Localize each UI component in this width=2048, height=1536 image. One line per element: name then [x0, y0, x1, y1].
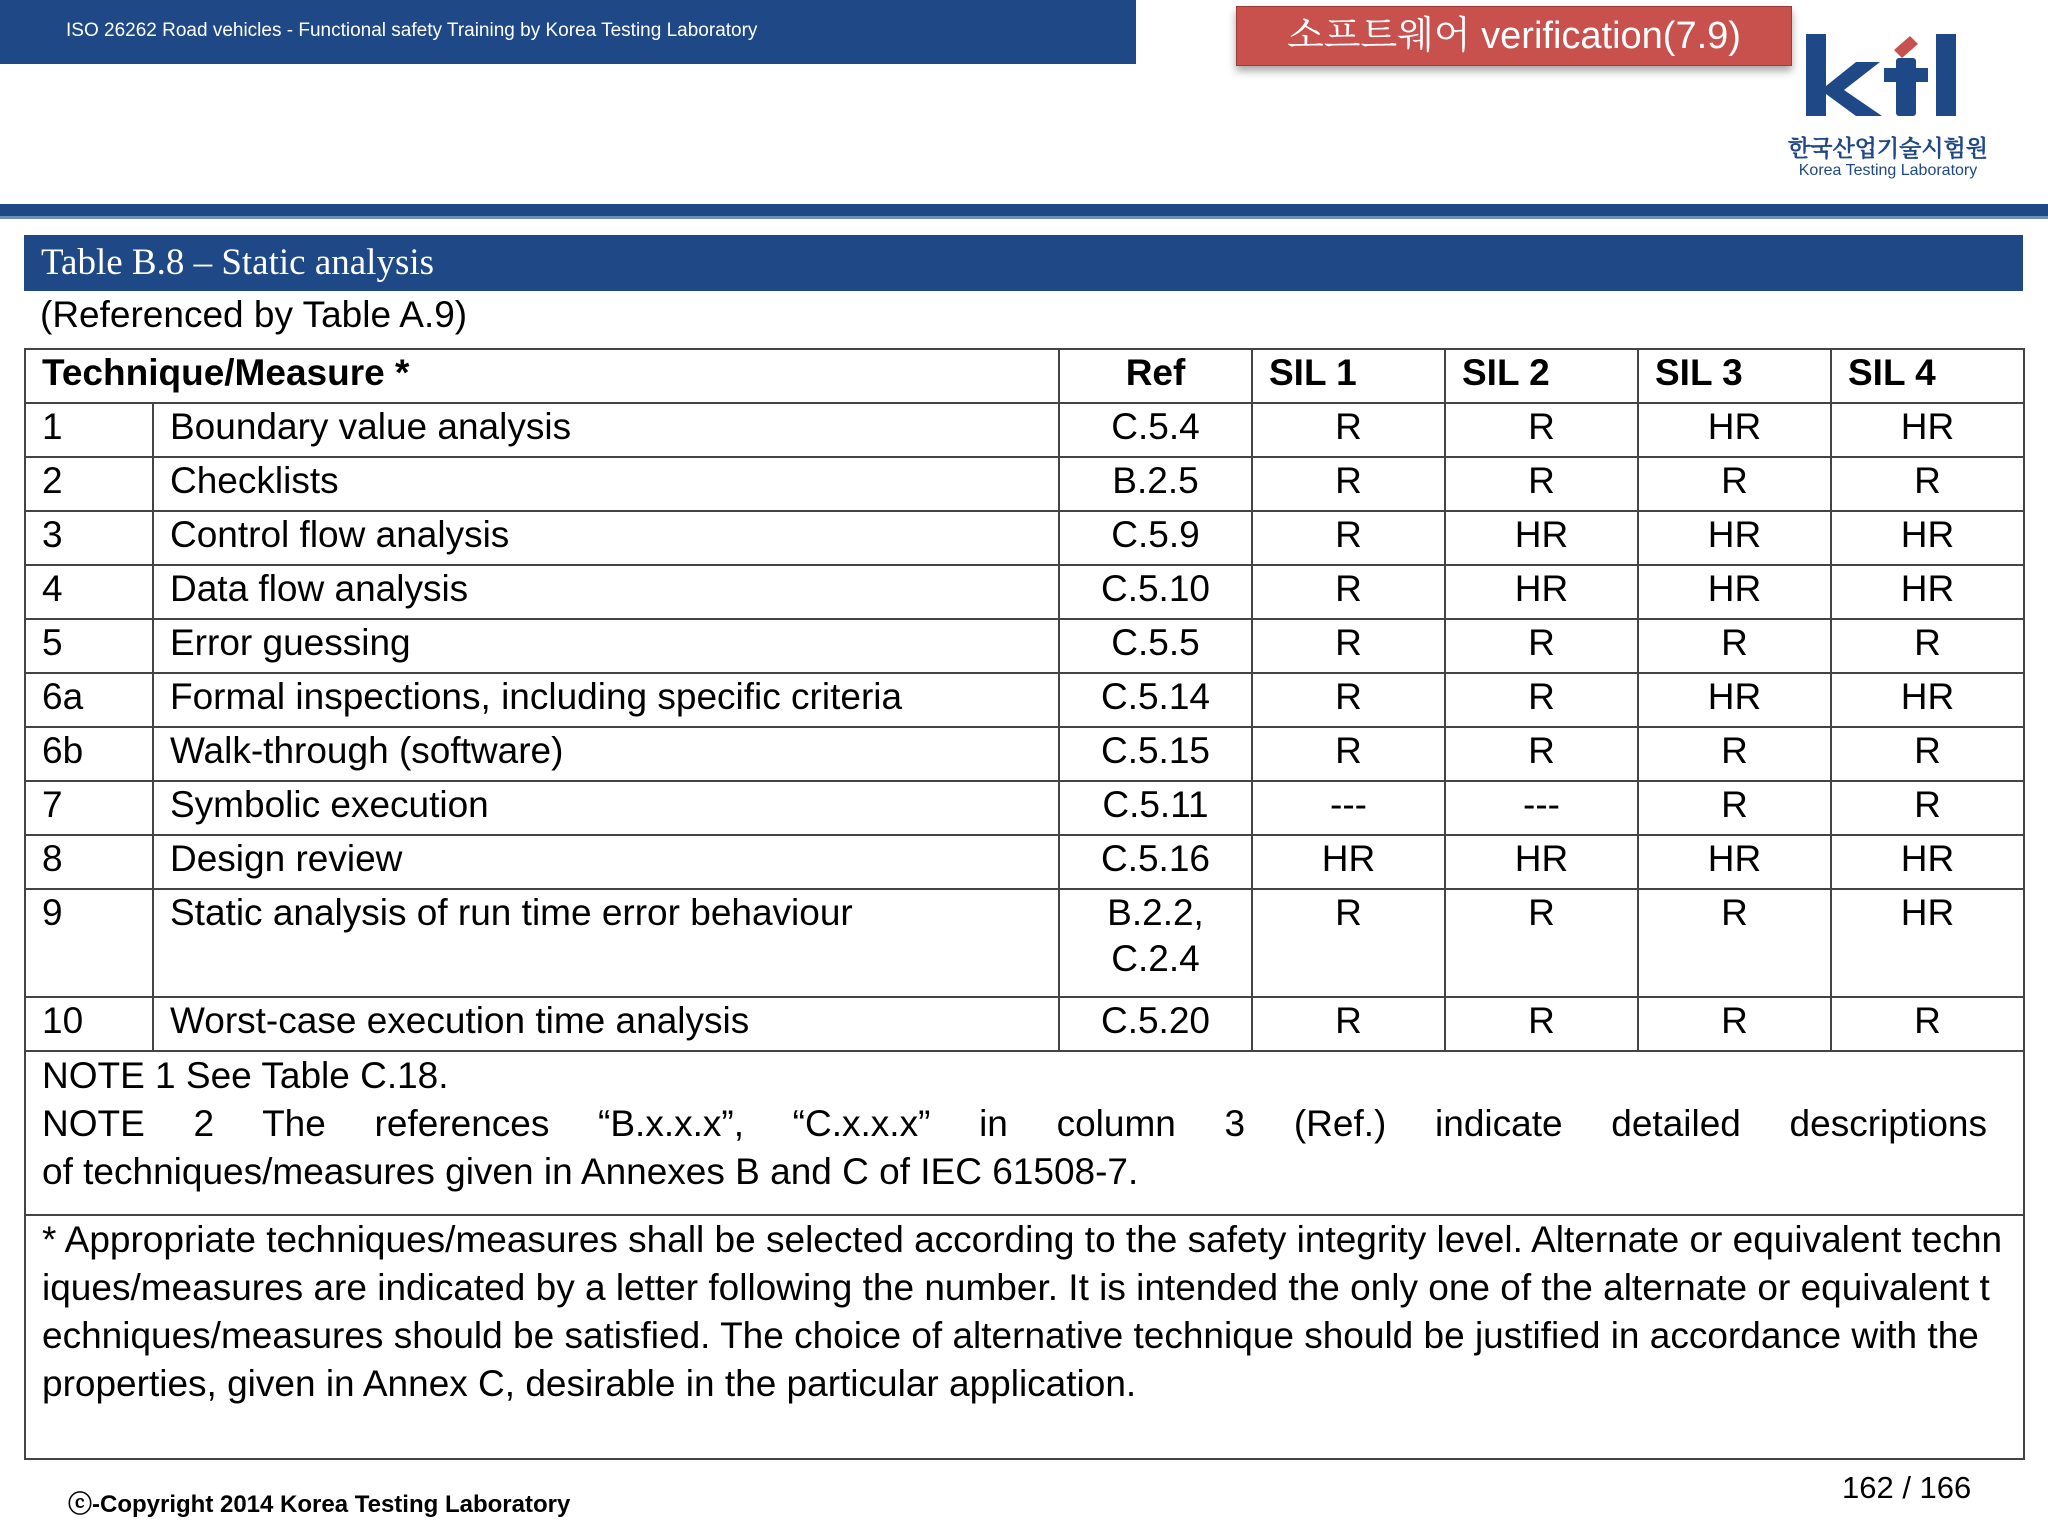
column-header-sil1: SIL 1	[1252, 349, 1445, 403]
sil4-cell: HR	[1831, 565, 2024, 619]
table-row	[25, 835, 2024, 889]
sil3-cell: R	[1638, 727, 1831, 781]
ref-cell: B.2.5	[1059, 457, 1252, 511]
sil4-cell: R	[1831, 997, 2024, 1051]
sil2-cell: R	[1445, 997, 1638, 1051]
sil4-cell: HR	[1831, 511, 2024, 565]
table-row	[25, 619, 2024, 673]
table-subtitle: (Referenced by Table A.9)	[40, 294, 468, 335]
table-row	[25, 673, 2024, 727]
ref-cell	[1059, 889, 1252, 997]
column-header-ref: Ref	[1059, 349, 1252, 403]
logo-english-name: Korea Testing Laboratory	[1798, 162, 1978, 179]
technique-name: Symbolic execution	[153, 781, 1059, 835]
sil2-cell: ---	[1445, 781, 1638, 835]
row-number: 10	[25, 997, 153, 1051]
sil2-cell: HR	[1445, 511, 1638, 565]
column-header-sil3: SIL 3	[1638, 349, 1831, 403]
row-number: 3	[25, 511, 153, 565]
sil2-cell: R	[1445, 619, 1638, 673]
sil3-cell: HR	[1638, 511, 1831, 565]
table-row	[25, 511, 2024, 565]
table-row	[25, 889, 2024, 997]
table-row	[25, 403, 2024, 457]
header-divider-accent	[0, 216, 2048, 219]
technique-name: Data flow analysis	[153, 565, 1059, 619]
row-number: 7	[25, 781, 153, 835]
column-header-sil2: SIL 2	[1445, 349, 1638, 403]
row-number: 6a	[25, 673, 153, 727]
sil1-cell: R	[1252, 403, 1445, 457]
sil3-cell: HR	[1638, 835, 1831, 889]
course-title: ISO 26262 Road vehicles - Functional safety Training by Korea Testing Laboratory	[66, 20, 758, 41]
sil3-cell: HR	[1638, 403, 1831, 457]
ref-cell: C.5.5	[1059, 619, 1252, 673]
sil4-cell: HR	[1831, 889, 2024, 997]
sil1-cell: R	[1252, 997, 1445, 1051]
column-header-sil4: SIL 4	[1831, 349, 2024, 403]
sil3-cell: HR	[1638, 565, 1831, 619]
table-row	[25, 781, 2024, 835]
ref-cell: C.5.16	[1059, 835, 1252, 889]
ref-line-2: C.2.4	[1111, 938, 1200, 979]
sil3-cell: R	[1638, 889, 1831, 997]
row-number: 8	[25, 835, 153, 889]
row-number: 6b	[25, 727, 153, 781]
row-number: 1	[25, 403, 153, 457]
row-number: 2	[25, 457, 153, 511]
static-analysis-table	[24, 348, 2025, 1460]
page-number: 162 / 166	[1842, 1470, 1972, 1505]
sil4-cell: R	[1831, 619, 2024, 673]
sil1-cell: R	[1252, 565, 1445, 619]
ref-cell: C.5.10	[1059, 565, 1252, 619]
technique-name: Boundary value analysis	[153, 403, 1059, 457]
footnote-row	[25, 1215, 2024, 1459]
technique-name: Static analysis of run time error behaviour	[153, 889, 1059, 997]
sil1-cell: R	[1252, 673, 1445, 727]
technique-name: Formal inspections, including specific criteria	[153, 673, 1059, 727]
row-number: 5	[25, 619, 153, 673]
note-2-line-2: of techniques/measures given in Annexes B and C of IEC 61508-7.	[42, 1151, 1139, 1192]
sil3-cell: R	[1638, 619, 1831, 673]
sil2-cell: R	[1445, 403, 1638, 457]
ref-line-1: B.2.2,	[1107, 892, 1204, 933]
sil3-cell: R	[1638, 997, 1831, 1051]
sil3-cell: HR	[1638, 673, 1831, 727]
table-row	[25, 997, 2024, 1051]
table-row	[25, 565, 2024, 619]
table-title: Table B.8 – Static analysis	[24, 235, 2023, 291]
column-header-technique: Technique/Measure *	[25, 349, 1059, 403]
technique-name: Worst-case execution time analysis	[153, 997, 1059, 1051]
technique-name: Checklists	[153, 457, 1059, 511]
technique-name: Walk-through (software)	[153, 727, 1059, 781]
note-2-line-1: NOTE 2 The references “B.x.x.x”, “C.x.x.x” in column 3 (Ref.) indicate detailed descriptions	[42, 1103, 1987, 1144]
sil4-cell: R	[1831, 727, 2024, 781]
sil3-cell: R	[1638, 457, 1831, 511]
ref-cell: C.5.9	[1059, 511, 1252, 565]
sil4-cell: HR	[1831, 403, 2024, 457]
sil1-cell: R	[1252, 457, 1445, 511]
table-footnote: * Appropriate techniques/measures shall be selected according to the safety integrity level. Alternate or equivalent techniques/measures are indicated by a letter following the number. It is intended the only one of the alternate or equivalent techniques/measures should be satisfied. The choice of alternative technique should be justified in accordance with the properties, given in Annex C, desirable in the particular application.	[25, 1215, 2024, 1459]
ref-cell: C.5.20	[1059, 997, 1252, 1051]
header-divider	[0, 204, 2048, 216]
section-title-badge: 소프트웨어 verification(7.9)	[1236, 6, 1792, 66]
row-number: 4	[25, 565, 153, 619]
sil4-cell: HR	[1831, 835, 2024, 889]
copyright-notice: ⓒ-Copyright 2014 Korea Testing Laboratory	[68, 1491, 571, 1518]
sil2-cell: R	[1445, 457, 1638, 511]
sil1-cell: HR	[1252, 835, 1445, 889]
table-notes	[25, 1051, 2024, 1215]
note-1: NOTE 1 See Table C.18.	[42, 1055, 449, 1096]
notes-row	[25, 1051, 2024, 1215]
table-row	[25, 727, 2024, 781]
sil2-cell: HR	[1445, 565, 1638, 619]
row-number: 9	[25, 889, 153, 997]
technique-name: Error guessing	[153, 619, 1059, 673]
sil2-cell: R	[1445, 727, 1638, 781]
table-row	[25, 457, 2024, 511]
header-bar	[0, 0, 1136, 64]
sil2-cell: R	[1445, 673, 1638, 727]
sil1-cell: R	[1252, 511, 1445, 565]
technique-name: Control flow analysis	[153, 511, 1059, 565]
sil1-cell: R	[1252, 619, 1445, 673]
sil1-cell: R	[1252, 889, 1445, 997]
sil1-cell: ---	[1252, 781, 1445, 835]
technique-name: Design review	[153, 835, 1059, 889]
sil3-cell: R	[1638, 781, 1831, 835]
sil4-cell: R	[1831, 457, 2024, 511]
ref-cell: C.5.11	[1059, 781, 1252, 835]
sil4-cell: HR	[1831, 673, 2024, 727]
ref-cell: C.5.14	[1059, 673, 1252, 727]
logo-korean-name: 한국산업기술시험원	[1788, 135, 1988, 161]
ref-cell: C.5.4	[1059, 403, 1252, 457]
sil2-cell: HR	[1445, 835, 1638, 889]
sil4-cell: R	[1831, 781, 2024, 835]
ref-cell: C.5.15	[1059, 727, 1252, 781]
sil2-cell: R	[1445, 889, 1638, 997]
sil1-cell: R	[1252, 727, 1445, 781]
table-header-row	[25, 349, 2024, 403]
